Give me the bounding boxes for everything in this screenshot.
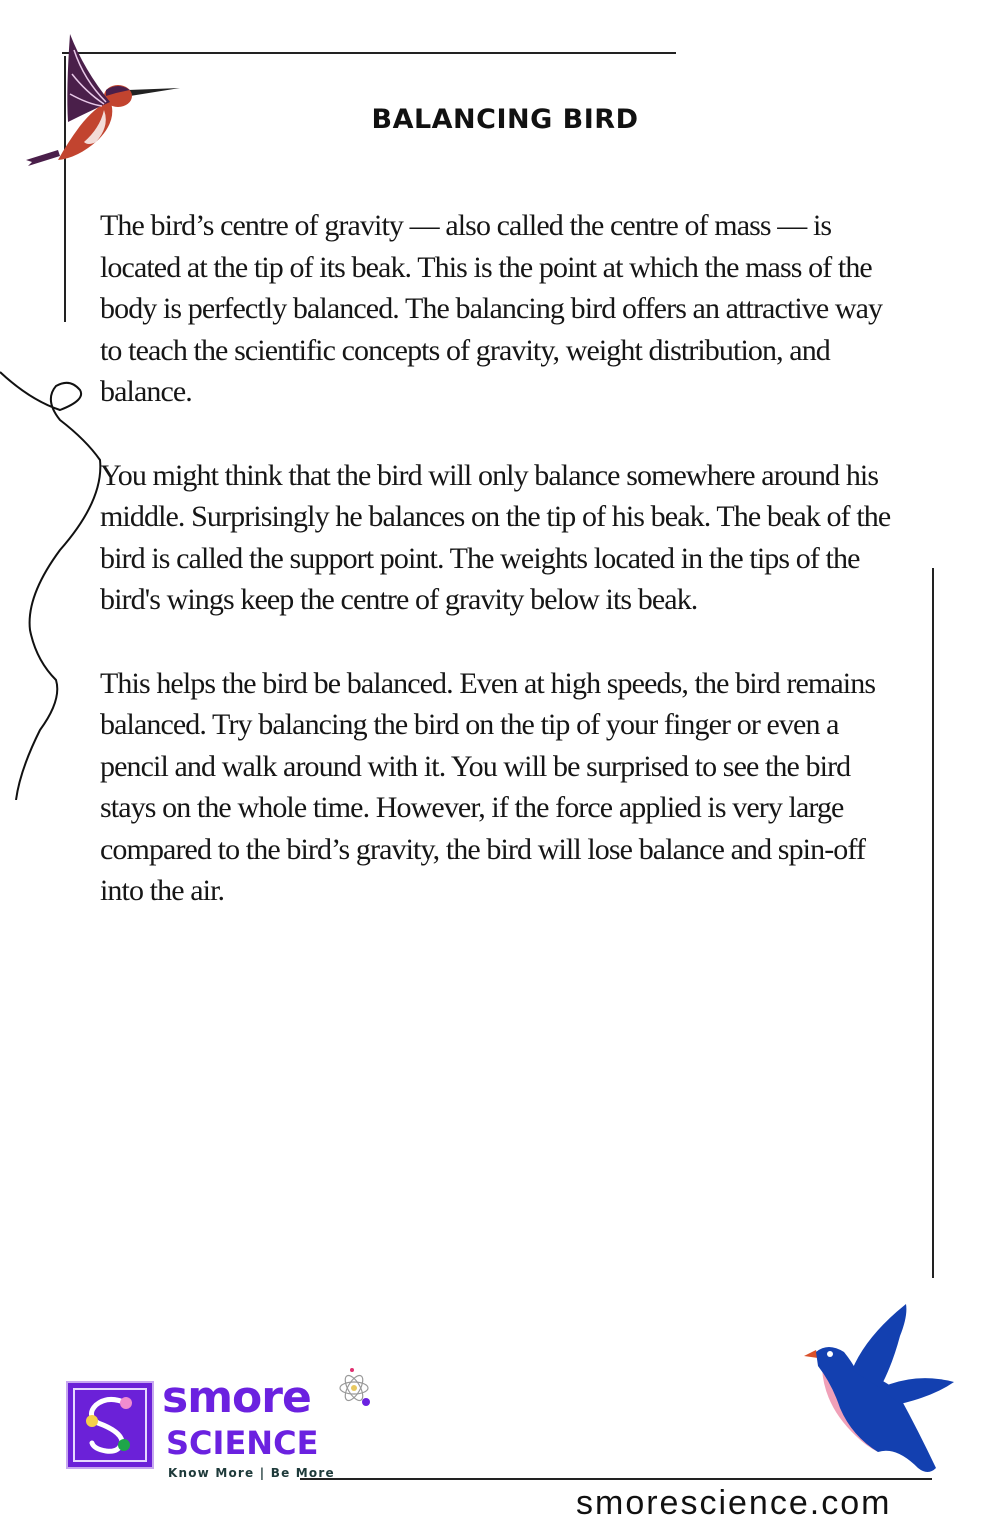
brand-logo-mark xyxy=(66,1381,154,1469)
paragraph-3: This helps the bird be balanced. Even at high speeds, the bird remains balanced. Try balancing the bird on the tip of your finger or even a pencil and walk around with it. You will be surprised to see the bird stays on the whole time. However, if the force applied is very large compared to the bird’s gravity, the bird will lose balance and spin-off into the air. xyxy=(100,666,876,907)
s-path-icon xyxy=(68,1383,152,1467)
brand-dot xyxy=(362,1398,370,1406)
website-url[interactable]: smorescience.com xyxy=(576,1484,892,1522)
hummingbird-icon xyxy=(18,30,188,175)
swallow-icon xyxy=(796,1296,966,1486)
paragraph-2: You might think that the bird will only balance somewhere around his middle. Surprisingly he balances on the tip of his beak. The beak of the bird is called the support point. The weights located in the tips of the bird's wings keep the centre of gravity below its beak. xyxy=(100,458,891,616)
right-border-line xyxy=(932,568,934,1278)
brand-name-smore: smore xyxy=(162,1372,311,1423)
brand-name-science: SCIENCE xyxy=(166,1424,319,1462)
brand-accent-dot xyxy=(350,1368,354,1372)
article-body xyxy=(100,205,900,954)
brand-tagline: Know More | Be More xyxy=(168,1466,335,1480)
page-title: BALANCING BIRD xyxy=(371,104,639,135)
paragraph-1: The bird’s centre of gravity — also called the centre of mass — is located at the tip of its beak. This is the point at which the mass of the body is perfectly balanced. The balancing bird offers an attractive way to teach the scientific concepts of gravity, weight distribution, and balance. xyxy=(100,209,883,408)
